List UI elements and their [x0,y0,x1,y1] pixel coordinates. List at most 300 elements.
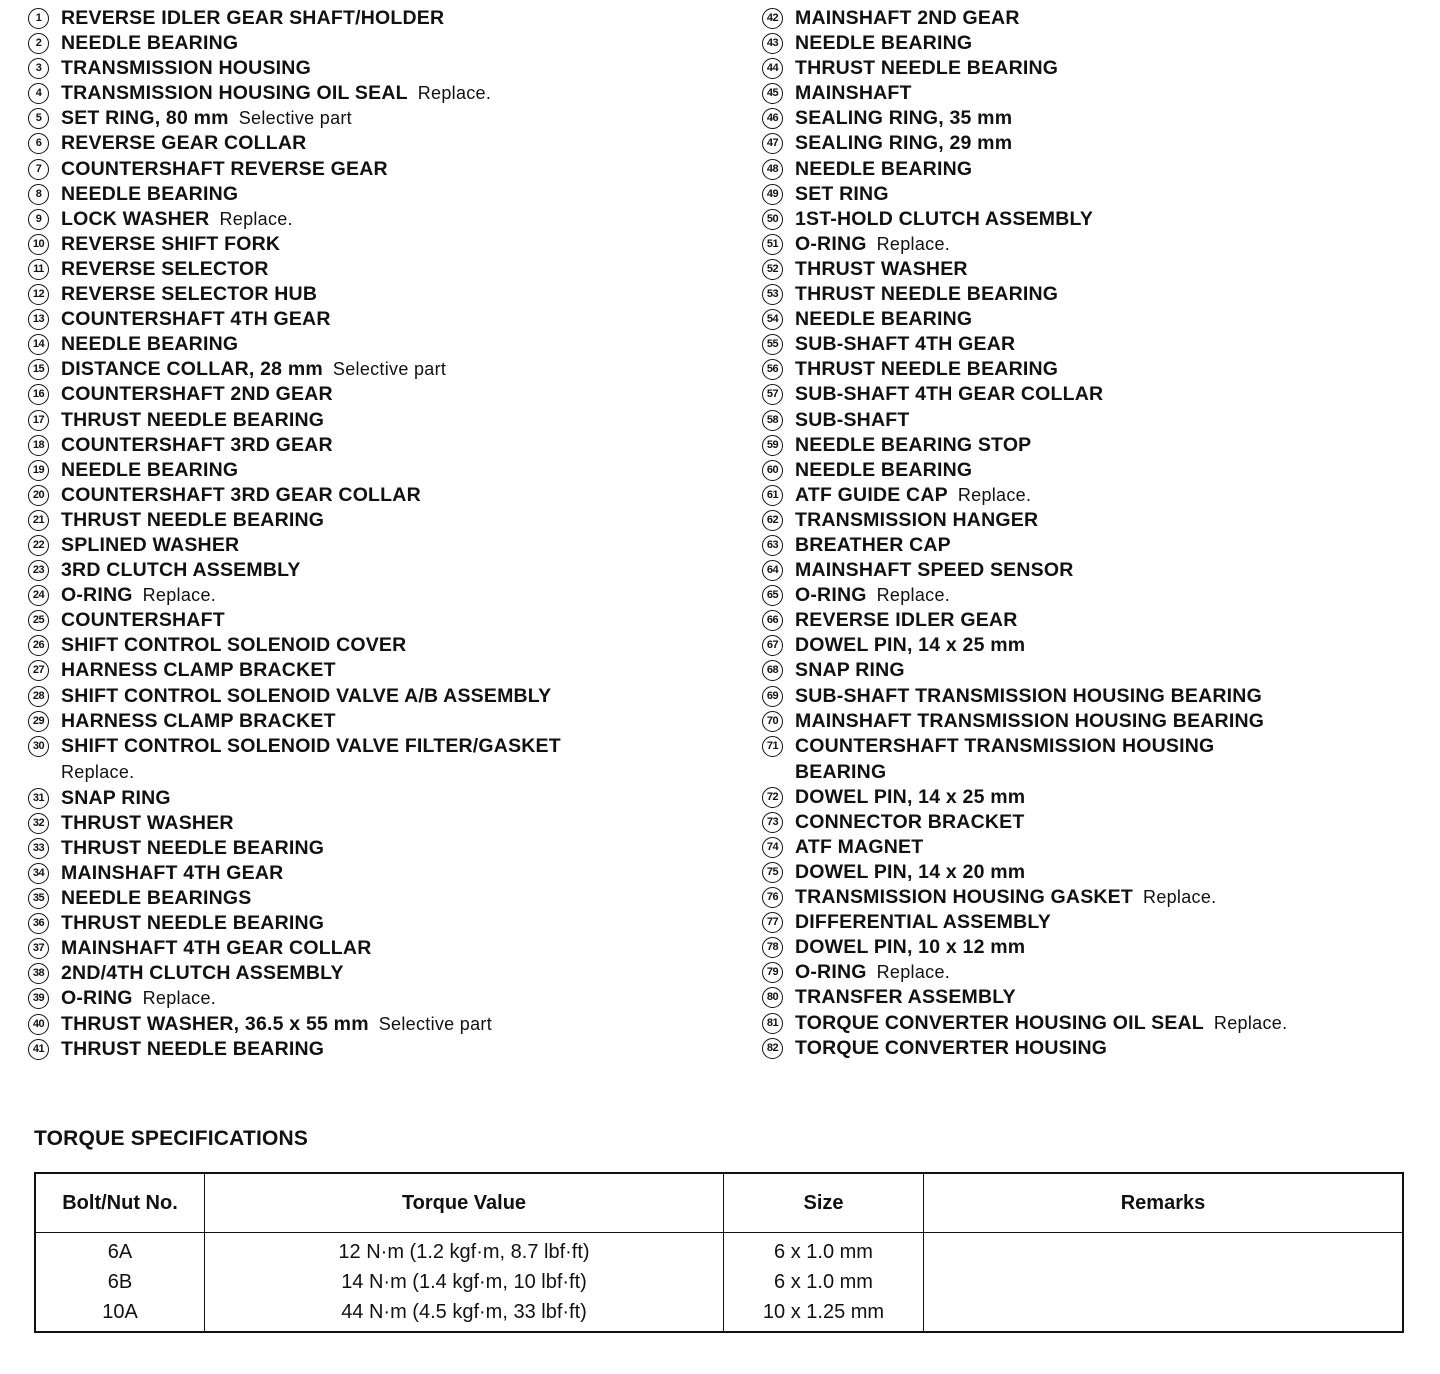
callout-number: 43 [762,33,783,54]
parts-list-item [762,81,1432,106]
callout-number: 57 [762,384,783,405]
callout-number: 69 [762,686,783,707]
part-entry [61,131,306,157]
parts-list-item [28,56,748,81]
part-entry [795,31,972,57]
callout-number: 34 [28,863,49,884]
part-name: COUNTERSHAFT TRANSMISSION HOUSING [795,734,1215,757]
part-entry [795,81,912,107]
part-entry [61,961,344,987]
part-name: THRUST NEEDLE BEARING [61,408,325,431]
parts-list-item [762,483,1432,508]
callout-number: 48 [762,159,783,180]
parts-list-item [28,861,748,886]
part-name: SUB-SHAFT TRANSMISSION HOUSING BEARING [795,684,1262,707]
header-remarks: Remarks [924,1173,1404,1233]
table-header-row [35,1173,1403,1233]
parts-list-item [28,1037,748,1062]
parts-list-item [762,307,1432,332]
part-name: COUNTERSHAFT [61,609,225,632]
part-name: HARNESS CLAMP BRACKET [61,659,336,682]
part-entry [795,935,1025,961]
parts-list-item [762,56,1432,81]
callout-number: 2 [28,33,49,54]
part-name: O-RING [795,232,867,255]
parts-list-item [762,207,1432,232]
callout-number: 76 [762,887,783,908]
callout-number: 32 [28,813,49,834]
part-entry [61,709,336,735]
part-entry [795,1036,1107,1062]
part-entry [61,282,317,308]
parts-list-item [762,860,1432,885]
part-name: THRUST NEEDLE BEARING [61,912,325,935]
callout-number: 54 [762,309,783,330]
callout-number: 26 [28,635,49,656]
callout-number: 1 [28,8,49,29]
part-name: ATF MAGNET [795,835,924,858]
callout-number: 30 [28,736,49,757]
part-entry [795,860,1025,886]
torque-value: 14 N·m (1.4 kgf·m, 10 lbf·ft) [341,1271,587,1293]
callout-number: 7 [28,159,49,180]
callout-number: 6 [28,133,49,154]
part-entry [795,182,889,208]
part-entry [795,106,1012,132]
part-entry [795,433,1031,459]
parts-list-item [762,633,1432,658]
parts-list-item [28,658,748,683]
callout-number: 70 [762,711,783,732]
parts-list-item [762,232,1432,257]
parts-list-item [762,31,1432,56]
callout-number: 58 [762,410,783,431]
parts-list-item [762,910,1432,935]
part-entry [61,1012,492,1038]
callout-number: 74 [762,837,783,858]
part-entry [795,382,1103,408]
part-name: NEEDLE BEARING [61,182,239,205]
part-name: REVERSE SELECTOR [61,257,269,280]
part-name: LOCK WASHER [61,207,210,230]
parts-list-item [762,257,1432,282]
callout-number: 80 [762,987,783,1008]
callout-number: 78 [762,937,783,958]
part-note: Selective part [332,359,447,380]
parts-list-item [28,458,748,483]
part-name: DOWEL PIN, 14 x 25 mm [795,785,1026,808]
callout-number: 33 [28,838,49,859]
parts-list-item [762,960,1432,985]
part-name: NEEDLE BEARING [795,308,973,331]
size-value: 10 x 1.25 mm [762,1301,885,1323]
callout-number: 21 [28,510,49,531]
part-name: 3RD CLUTCH ASSEMBLY [61,559,301,582]
callout-number: 24 [28,585,49,606]
part-entry [795,332,1015,358]
part-name: COUNTERSHAFT 4TH GEAR [61,308,331,331]
callout-number: 8 [28,184,49,205]
callout-number: 25 [28,610,49,631]
part-entry [795,558,1074,584]
parts-list-item [28,911,748,936]
part-name: O-RING [61,987,133,1010]
callout-number: 16 [28,384,49,405]
part-name: SET RING, 80 mm [61,107,229,130]
callout-number: 27 [28,660,49,681]
callout-number: 4 [28,83,49,104]
callout-number: 42 [762,8,783,29]
parts-list-item [28,282,748,307]
part-name: NEEDLE BEARING [795,458,973,481]
callout-number: 14 [28,334,49,355]
part-entry [795,357,1058,383]
callout-number: 44 [762,58,783,79]
callout-number: 3 [28,58,49,79]
part-name: HARNESS CLAMP BRACKET [61,709,336,732]
part-name: MAINSHAFT TRANSMISSION HOUSING BEARING [795,709,1265,732]
parts-list-item [28,986,748,1011]
part-name: REVERSE IDLER GEAR [795,609,1018,632]
callout-number: 64 [762,560,783,581]
part-entry [61,986,216,1012]
size-value: 6 x 1.0 mm [774,1271,873,1293]
part-entry [61,608,225,634]
callout-number: 20 [28,485,49,506]
part-note: Selective part [378,1013,493,1034]
callout-number: 29 [28,711,49,732]
part-name: SNAP RING [61,786,171,809]
parts-list-item [762,357,1432,382]
torque-value: 12 N·m (1.2 kgf·m, 8.7 lbf·ft) [338,1241,590,1263]
part-name: BREATHER CAP [795,533,951,556]
callout-number: 35 [28,888,49,909]
parts-list-item [28,533,748,558]
callout-number: 37 [28,938,49,959]
part-name: TRANSMISSION HOUSING GASKET [795,886,1134,909]
parts-list-item [28,811,748,836]
callout-number: 75 [762,862,783,883]
bolt-value: 6B [107,1271,133,1293]
part-name: MAINSHAFT 2ND GEAR [795,7,1020,29]
callout-number: 22 [28,535,49,556]
part-entry [61,911,324,937]
parts-list-item [762,458,1432,483]
part-name: SHIFT CONTROL SOLENOID VALVE FILTER/GASKET [61,734,561,757]
part-entry [61,382,333,408]
parts-list-item [762,734,1432,785]
part-entry [61,307,331,333]
parts-list-item [28,936,748,961]
part-name: DOWEL PIN, 14 x 25 mm [795,634,1026,657]
callout-number: 72 [762,787,783,808]
callout-number: 41 [28,1039,49,1060]
part-name: SEALING RING, 29 mm [795,132,1013,155]
part-entry [795,458,972,484]
part-name: MAINSHAFT 4TH GEAR COLLAR [61,937,372,960]
part-entry [61,106,352,132]
parts-list-item [28,684,748,709]
header-torque-value: Torque Value [205,1173,724,1233]
torque-specifications-title: TORQUE SPECIFICATIONS [34,1127,309,1150]
parts-list-item [28,408,748,433]
callout-number: 11 [28,259,49,280]
part-name: SUB-SHAFT 4TH GEAR [795,333,1016,356]
callout-number: 66 [762,610,783,631]
part-note: Replace. [417,83,492,104]
parts-list-item [28,332,748,357]
callout-number: 47 [762,133,783,154]
torque-spec-table [34,1172,1404,1333]
part-name: SET RING [795,182,889,205]
callout-number: 13 [28,309,49,330]
parts-list-item [28,182,748,207]
bolt-value: 10A [102,1301,138,1323]
part-entry [61,558,301,584]
parts-list-item [762,533,1432,558]
part-name: THRUST WASHER [795,257,968,280]
callout-number: 67 [762,635,783,656]
part-name: COUNTERSHAFT 3RD GEAR COLLAR [61,483,421,506]
parts-list-item [28,709,748,734]
part-entry [795,658,905,684]
parts-list-item [28,157,748,182]
part-entry [795,6,1020,32]
part-entry [795,282,1058,308]
callout-number: 38 [28,963,49,984]
part-entry [61,458,238,484]
callout-number: 39 [28,988,49,1009]
part-entry [61,786,171,812]
callout-number: 31 [28,788,49,809]
callout-number: 77 [762,912,783,933]
part-entry [61,207,293,233]
parts-list-item [762,6,1432,31]
callout-number: 28 [28,686,49,707]
part-entry [61,936,372,962]
parts-list-item [28,608,748,633]
part-name: DISTANCE COLLAR, 28 mm [61,358,323,381]
part-entry [795,960,950,986]
part-name: TRANSFER ASSEMBLY [795,986,1016,1009]
callout-number: 23 [28,560,49,581]
parts-list-left [28,6,748,1062]
part-note: Replace. [61,761,135,782]
part-entry [61,658,336,684]
part-entry [61,886,251,912]
callout-number: 62 [762,510,783,531]
part-entry [795,207,1093,233]
parts-list-item [762,382,1432,407]
callout-number: 71 [762,736,783,757]
part-name: SPLINED WASHER [61,533,240,556]
part-entry [795,408,909,434]
part-entry [795,131,1012,157]
parts-list-item [762,408,1432,433]
parts-list-item [762,583,1432,608]
part-entry [61,332,238,358]
part-entry [795,985,1016,1011]
header-size: Size [724,1173,924,1233]
part-name: DOWEL PIN, 10 x 12 mm [795,936,1026,959]
part-entry [795,785,1025,811]
part-entry [61,508,324,534]
part-name: MAINSHAFT SPEED SENSOR [795,559,1074,582]
part-name: REVERSE GEAR COLLAR [61,132,307,155]
part-name: CONNECTOR BRACKET [795,810,1025,833]
callout-number: 81 [762,1013,783,1034]
part-entry [795,633,1025,659]
part-entry [795,157,972,183]
part-entry [61,6,444,32]
part-note: Replace. [876,962,951,983]
part-name: COUNTERSHAFT 3RD GEAR [61,433,333,456]
part-name: TRANSMISSION HANGER [795,508,1039,531]
parts-list-item [762,658,1432,683]
part-entry [795,56,1058,82]
parts-list-item [28,508,748,533]
parts-list-item [28,1012,748,1037]
part-name: SUB-SHAFT [795,408,910,431]
part-name: O-RING [61,584,133,607]
parts-list-item [762,282,1432,307]
part-entry [61,232,280,258]
parts-list-item [28,886,748,911]
parts-list-item [762,684,1432,709]
table-row [35,1233,1403,1333]
parts-list-item [28,6,748,31]
part-entry [61,56,311,82]
part-name: SEALING RING, 35 mm [795,107,1013,130]
part-entry [61,583,216,609]
part-entry [61,257,269,283]
parts-list-item [28,433,748,458]
part-name: SNAP RING [795,659,905,682]
part-name: REVERSE IDLER GEAR SHAFT/HOLDER [61,7,445,29]
parts-list-item [28,483,748,508]
part-name: SHIFT CONTROL SOLENOID COVER [61,634,407,657]
parts-list-item [28,836,748,861]
part-name-continued: BEARING [795,760,887,783]
callout-number: 18 [28,435,49,456]
callout-number: 73 [762,812,783,833]
part-name: NEEDLE BEARING [61,333,239,356]
torque-cell [205,1233,724,1333]
size-value: 6 x 1.0 mm [774,1241,873,1263]
part-note: Replace. [876,585,951,606]
parts-list-item [762,433,1432,458]
parts-list-item [762,985,1432,1010]
parts-list-item [28,734,748,786]
callout-number: 10 [28,234,49,255]
part-entry [795,307,972,333]
parts-list-item [762,885,1432,910]
parts-list-item [28,633,748,658]
part-name: ATF GUIDE CAP [795,483,948,506]
parts-list-item [28,357,748,382]
part-note: Replace. [142,988,217,1009]
part-entry [795,709,1264,735]
part-name: THRUST NEEDLE BEARING [61,508,325,531]
callout-number: 55 [762,334,783,355]
part-name: TORQUE CONVERTER HOUSING [795,1036,1108,1059]
callout-number: 82 [762,1038,783,1059]
part-entry [61,433,333,459]
part-entry [795,1011,1287,1037]
part-name: NEEDLE BEARING [61,32,239,55]
part-entry [795,734,1214,785]
part-entry [795,810,1024,836]
part-name: THRUST NEEDLE BEARING [795,358,1059,381]
callout-number: 19 [28,460,49,481]
parts-list-item [28,106,748,131]
header-bolt-nut-no: Bolt/Nut No. [35,1173,205,1233]
callout-number: 61 [762,485,783,506]
parts-list-item [762,332,1432,357]
parts-list-item [28,558,748,583]
part-note: Replace. [957,484,1032,505]
part-name: COUNTERSHAFT REVERSE GEAR [61,157,388,180]
part-name: O-RING [795,584,867,607]
part-entry [61,408,324,434]
part-name: 1ST-HOLD CLUTCH ASSEMBLY [795,207,1094,230]
callout-number: 36 [28,913,49,934]
part-name: 2ND/4TH CLUTCH ASSEMBLY [61,962,344,985]
part-name: DOWEL PIN, 14 x 20 mm [795,861,1026,883]
part-entry [795,257,968,283]
remarks-cell [924,1233,1404,1333]
part-entry [61,81,491,107]
callout-number: 46 [762,108,783,129]
callout-number: 60 [762,460,783,481]
part-name: THRUST WASHER, 36.5 x 55 mm [61,1012,369,1035]
part-note: Replace. [142,585,217,606]
part-name: DIFFERENTIAL ASSEMBLY [795,911,1051,934]
parts-list-item [762,106,1432,131]
callout-number: 56 [762,359,783,380]
callout-number: 5 [28,108,49,129]
part-name: COUNTERSHAFT 2ND GEAR [61,383,333,406]
parts-list-item [762,157,1432,182]
parts-list-item [28,31,748,56]
parts-list-item [28,257,748,282]
parts-list-item [762,608,1432,633]
part-name: THRUST WASHER [61,811,234,834]
part-entry [61,734,561,786]
part-name: NEEDLE BEARING STOP [795,433,1032,456]
part-note: Replace. [876,233,951,254]
part-entry [795,483,1031,509]
part-entry [795,608,1017,634]
part-entry [61,533,239,559]
part-entry [61,483,421,509]
parts-list-item [762,709,1432,734]
callout-number: 12 [28,284,49,305]
bolt-value: 6A [107,1241,133,1263]
torque-value: 44 N·m (4.5 kgf·m, 33 lbf·ft) [341,1301,587,1323]
part-name: THRUST NEEDLE BEARING [795,283,1059,306]
part-note: Replace. [219,208,293,229]
parts-list-right [762,6,1432,1061]
part-entry [61,633,406,659]
parts-list-item [28,232,748,257]
parts-list-item [762,835,1432,860]
part-name: THRUST NEEDLE BEARING [795,57,1059,80]
parts-list-item [762,182,1432,207]
part-note: Selective part [238,108,352,129]
bolt-cell [35,1233,205,1333]
part-entry [795,583,950,609]
